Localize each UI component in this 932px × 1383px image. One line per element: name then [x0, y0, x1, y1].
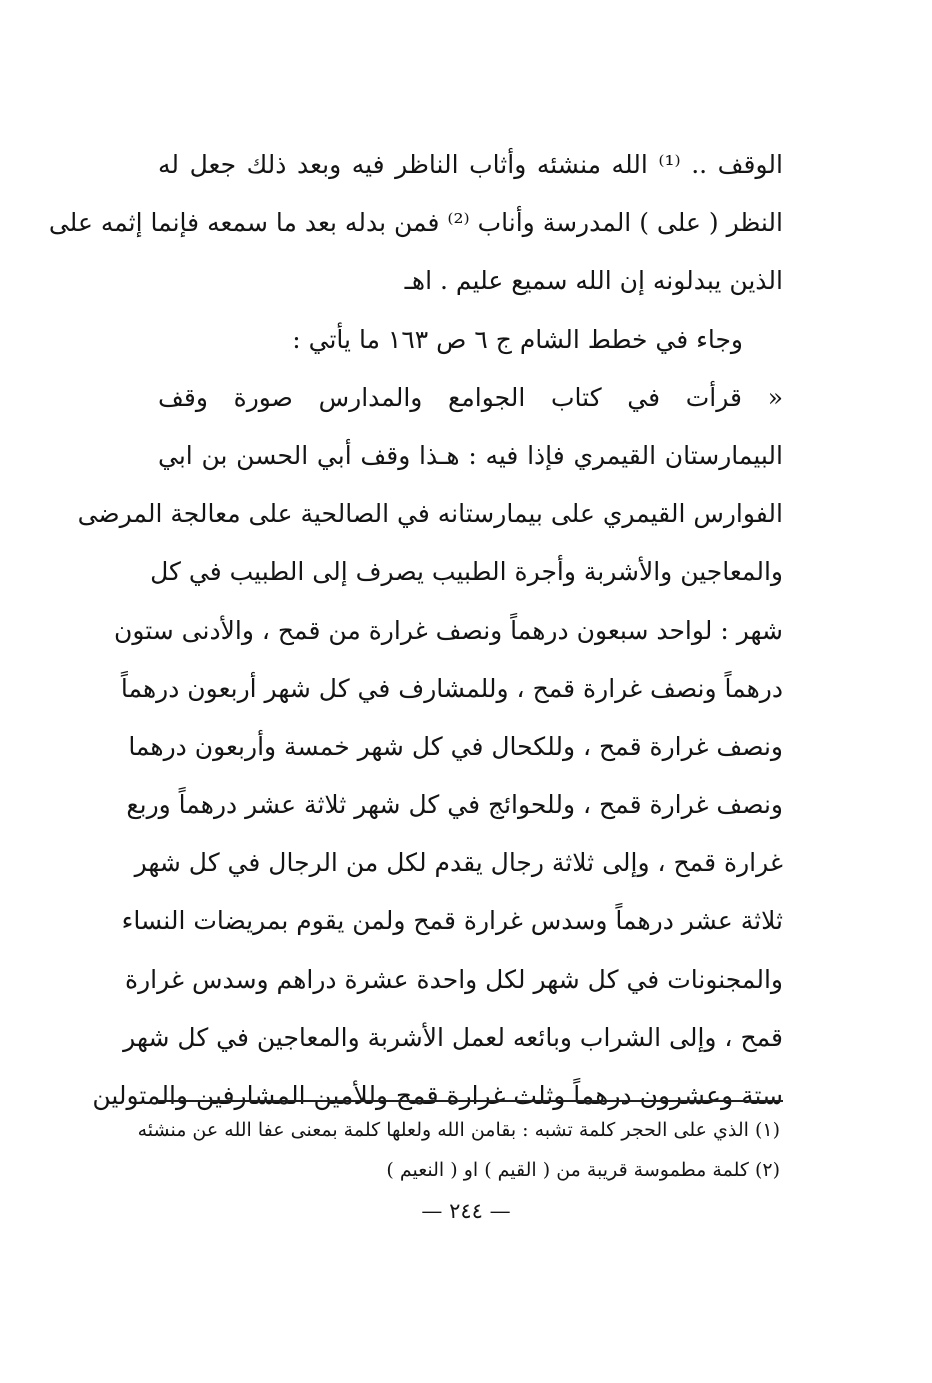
body-line: ونصف غرارة قمح ، وللحوائج في كل شهر ثلاثة عشر درهماً وربع — [126, 790, 783, 820]
body-line: ستة وعشرون درهماً وثلث غرارة قمح وللأمين المشارفين والمتولين — [92, 1081, 783, 1110]
body-line: وجاء في خطط الشام ج ٦ ص ١٦٣ ما يأتي : — [292, 324, 743, 354]
body-line: قمح ، وإلى الشراب وبائعه لعمل الأشربة والمعاجين في كل شهر — [123, 1022, 783, 1052]
body-text — [48, 136, 783, 1125]
footnote-separator — [157, 1100, 783, 1102]
body-line: الذين يبدلونه إن الله سميع عليم . اهـ — [404, 266, 783, 296]
footnote-2: (٢) كلمة مطموسة قريبة من ( القيم ) او ( النعيم ) — [386, 1159, 780, 1181]
body-line: « قرأت في كتاب الجوامع والمدارس صورة وقف — [158, 382, 783, 412]
body-line: النظر ( على ) المدرسة وأناب ⁽²⁾ فمن بدله بعد ما سمعه فإنما إثمه على — [48, 208, 783, 238]
body-line: درهماً ونصف غرارة قمح ، وللمشارف في كل شهر أربعون درهماً — [120, 673, 783, 703]
body-line: الوقف .. ⁽¹⁾ الله منشئه وأثاب الناظر فيه وبعد ذلك جعل له — [158, 150, 783, 179]
body-line: والمعاجين والأشربة وأجرة الطبيب يصرف إلى الطبيب في كل — [150, 557, 783, 587]
body-line: غرارة قمح ، وإلى ثلاثة رجال يقدم لكل من الرجال في كل شهر — [134, 848, 783, 878]
body-line: ونصف غرارة قمح ، وللكحال في كل شهر خمسة وأربعون درهما — [128, 731, 783, 761]
body-line: البيمارستان القيمري فإذا فيه : هـذا وقف أبي الحسن بن ابي — [158, 440, 783, 470]
page-number: — ٢٤٤ — — [421, 1199, 511, 1223]
body-line: والمجنونات في كل شهر لكل واحدة عشرة دراهم وسدس غرارة — [125, 964, 783, 994]
body-line: ثلاثة عشر درهماً وسدس غرارة قمح ولمن يقوم بمريضات النساء — [121, 906, 783, 936]
body-line: الفوارس القيمري على بيمارستانه في الصالحية على معالجة المرضى — [77, 499, 783, 529]
footnotes — [137, 1110, 780, 1190]
footnote-1: (١) الذي على الحجر كلمة تشبه : بقامن الله ولعلها كلمة بمعنى عفا الله عن منشئه — [137, 1119, 780, 1141]
body-line: شهر : لواحد سبعون درهماً ونصف غرارة من قمح ، والأدنى ستون — [113, 615, 783, 645]
